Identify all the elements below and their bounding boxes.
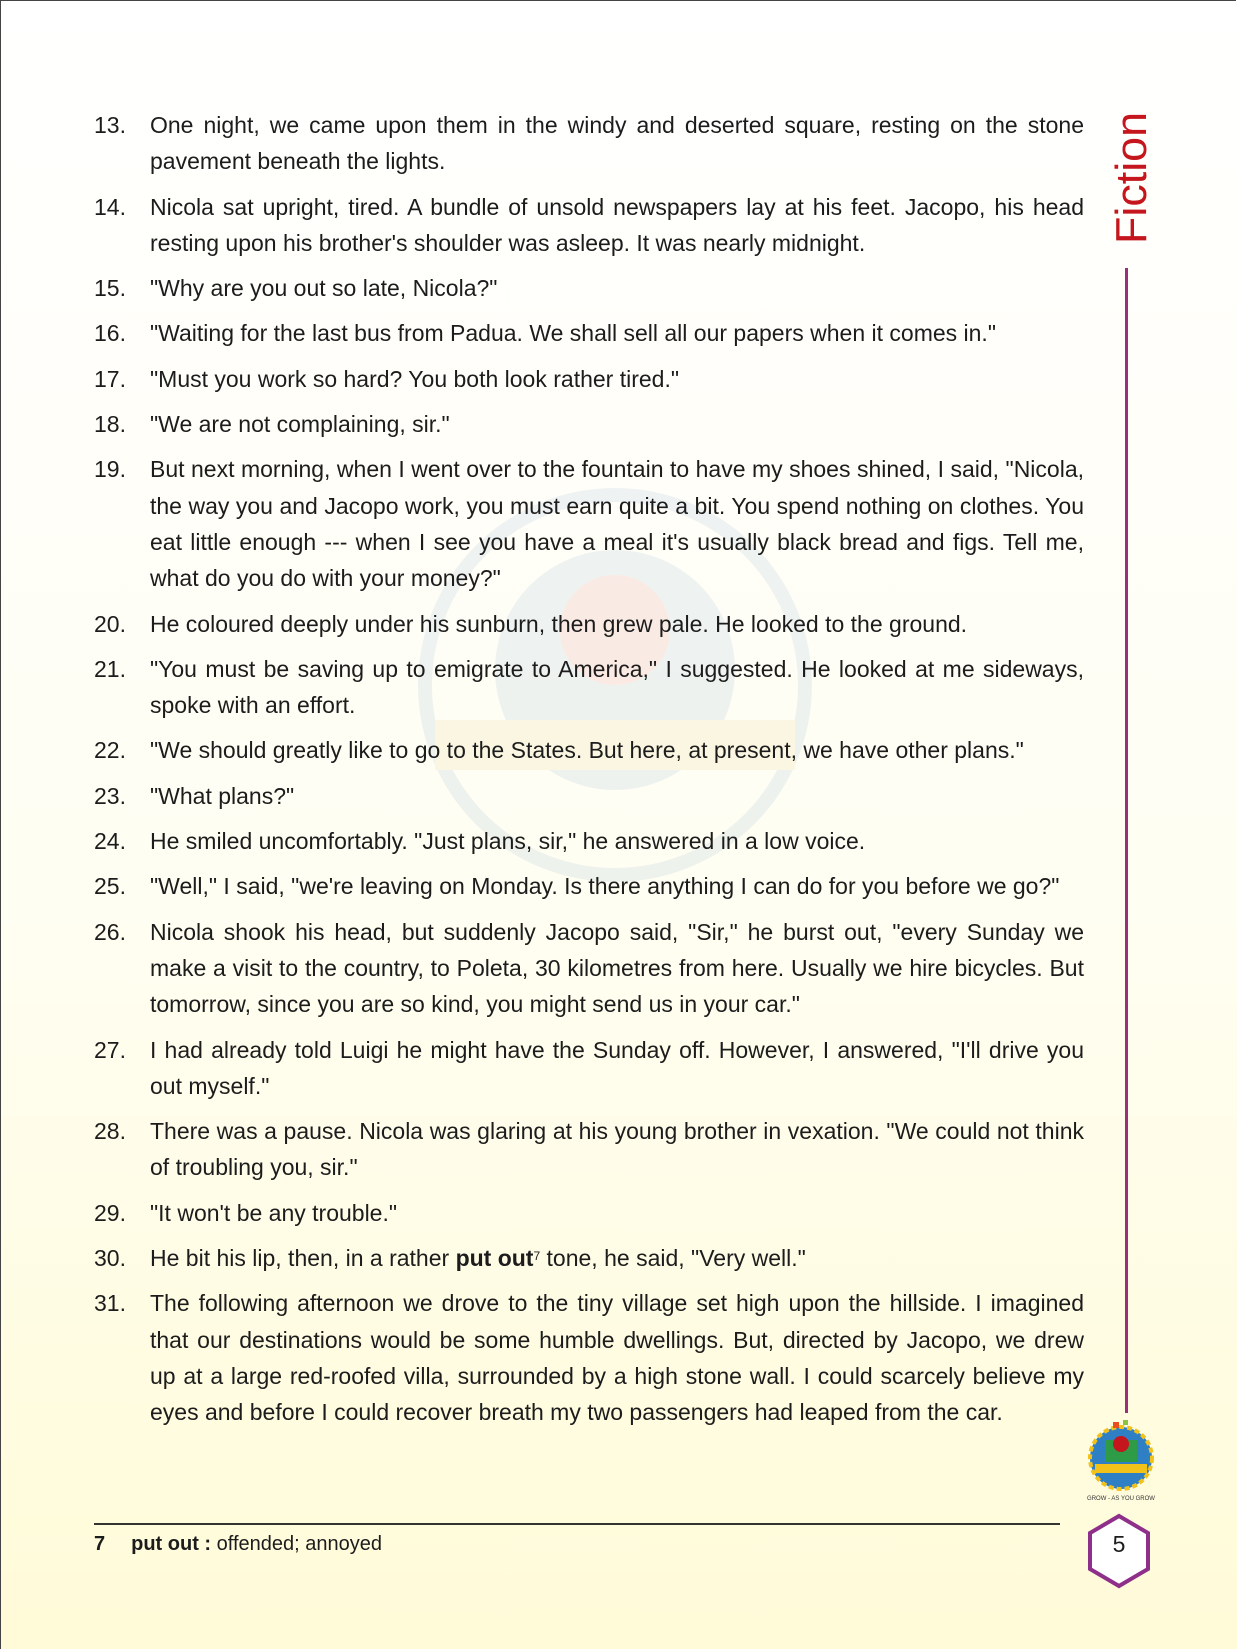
section-label-text: Fiction xyxy=(1107,114,1156,244)
paragraph: 25. "Well," I said, "we're leaving on Monday. Is there anything I can do for you before we go?" xyxy=(94,873,1060,900)
paragraph: 19. But next morning, when I went over to the fountain to have my shoes shined, I said, "Nicola, the way you and Jacopo work, you must earn quite a bit. You spend nothing on clothes. You eat little enough --- when I see you have a meal it's usually black bread and figs. Tell me, what do you do with your money?" xyxy=(94,456,1084,592)
paragraph: 23. "What plans?" xyxy=(94,782,295,809)
footnote-number: 7 xyxy=(94,1533,106,1555)
page-number: 5 xyxy=(1112,1531,1126,1557)
story-text xyxy=(94,107,1084,1440)
glossary-term: put out xyxy=(455,1245,534,1272)
paragraph: 17. "Must you work so hard? You both look rather tired." xyxy=(94,365,680,392)
paragraph: 20. He coloured deeply under his sunburn, then grew pale. He looked to the ground. xyxy=(94,610,968,637)
footnote xyxy=(94,1533,382,1556)
paragraph: 21. "You must be saving up to emigrate to America," I suggested. He looked at me sideways, spoke with an effort. xyxy=(94,655,1084,719)
section-label xyxy=(1088,108,1162,248)
paragraph: 18. "We are not complaining, sir." xyxy=(94,411,450,438)
paragraph: 26. Nicola shook his head, but suddenly Jacopo said, "Sir," he burst out, "every Sunday we make a visit to the country, to Poleta, 30 kilometres from here. Usually we hire bicycles. But tomorrow, since you are so kind, you might send us in your car." xyxy=(94,918,1084,1018)
paragraph: 29. "It won't be any trouble." xyxy=(94,1199,398,1226)
paragraph: 28. There was a pause. Nicola was glaring at his young brother in vexation. "We could not think of troubling you, sir." xyxy=(94,1118,1084,1181)
paragraph: 30. He bit his lip, then, in a rather put out$^7$ tone, he said, "Very well." xyxy=(94,1245,806,1272)
paragraph: 24. He smiled uncomfortably. "Just plans, sir," he answered in a low voice. xyxy=(94,828,866,855)
paragraph: 13. One night, we came upon them in the windy and deserted square, resting on the stone pavement beneath the lights. xyxy=(94,112,1084,175)
footnote-divider xyxy=(94,1523,1060,1525)
paragraph: 22. "We should greatly like to go to the States. But here, at present, we have other plans." xyxy=(94,737,1024,764)
footnote-definition: offended; annoyed xyxy=(216,1533,382,1555)
paragraph: 15. "Why are you out so late, Nicola?" xyxy=(94,275,498,302)
grow-logo-icon xyxy=(1083,1418,1159,1504)
paragraph: 14. Nicola sat upright, tired. A bundle of unsold newspapers lay at his feet. Jacopo, his head resting upon his brother's shoulder was asleep. It was nearly midnight. xyxy=(94,193,1084,256)
footnote-ref: 7 xyxy=(533,1249,541,1264)
badge-text: GROW - AS YOU GROW xyxy=(1087,1496,1155,1502)
footnote-term: put out : xyxy=(131,1533,212,1555)
paragraph: 16. "Waiting for the last bus from Padua. We shall sell all our papers when it comes in." xyxy=(94,320,996,347)
paragraph: 31. The following afternoon we drove to the tiny village set high upon the hillside. I imagined that our destinations would be some humble dwellings. But, directed by Jacopo, we drew up at a large red-roofed villa, surrounded by a high stone wall. I could scarcely believe my eyes and before I could recover breath my two passengers had leaped from the car. xyxy=(94,1290,1084,1426)
paragraph: 27. I had already told Luigi he might have the Sunday off. However, I answered, "I'll drive you out myself." xyxy=(94,1036,1084,1099)
vertical-divider xyxy=(1125,268,1128,1413)
